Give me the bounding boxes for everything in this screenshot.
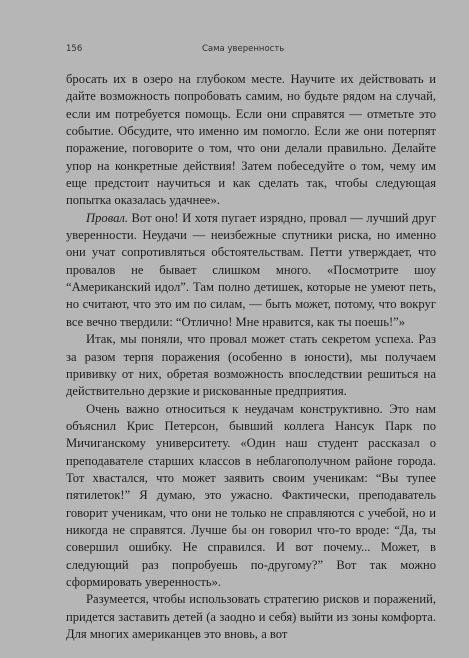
body-text (66, 71, 436, 643)
paragraph-4: Очень важно относиться к неудачам конструктивно. Это нам объяснил Крис Петерсон, бывший коллега Нансук Парк по Мичиганскому университету. «Один наш студент рассказал о преподавателе старших классов в неблагополучном районе города. Тот хвастался, что может заявить своим ученикам: “Вы тупее пятилеток!” Я думаю, это ужасно. Фактически, преподаватель говорит ученикам, что они не только не справляются с учебой, но и никогда не справятся. Лучше бы он говорил что-то вроде: “Да, ты совершил ошибку. Не справился. И вот почему... Может, в следующий раз попробуешь по-другому?” Вот так можно сформировать уверенность». (66, 401, 436, 589)
paragraph-5: Разумеется, чтобы использовать стратегию рисков и поражений, придется заставить детей (а заодно и себя) выйти из зоны комфорта. Для многих американцев это вновь, а вот (66, 592, 436, 641)
running-title: Сама уверенность (202, 44, 285, 54)
paragraph-1: бросать их в озеро на глубоком месте. Научите их действовать и дайте возможность попробовать самим, но будьте рядом на случай, если им потребуется помощь. Если они справятся — отметьте это событие. Обсудите, что именно им помогло. Если же они потерпят поражение, поговорите о том, что они делали правильно. Делайте упор на конкретные действия! Затем побеседуйте о том, чему им еще предстоит научиться и как сделать так, чтобы следующая попытка оказалась удачнее». (66, 72, 436, 208)
page-number: 156 (66, 44, 83, 54)
running-header (66, 44, 439, 58)
paragraph-2 (66, 210, 436, 331)
paragraph-2-lead: Провал. (86, 210, 129, 225)
paragraph-2-text: Вот оно! И хотя пугает изрядно, провал — лучший друг уверенности. Неудачи — неизбежные спутники риска, но именно они учат сопротивляться обстоятельствам. Петти утверждает, что провалов не бывает слишком много. «Посмотрите шоу “Американский идол”. Там полно детишек, которые не умеют петь, но считают, что это им по силам, — быть может, потому, что вокруг все вечно твердили: “Отлично! Мне нравится, как ты поешь!”» (66, 210, 436, 329)
paragraph-3: Итак, мы поняли, что провал может стать секретом успеха. Раз за разом терпя поражения (особенно в юности), мы получаем прививку от них, обретая возможность впоследствии решиться на действительно дерзкие и рискованные предприятия. (66, 332, 436, 399)
